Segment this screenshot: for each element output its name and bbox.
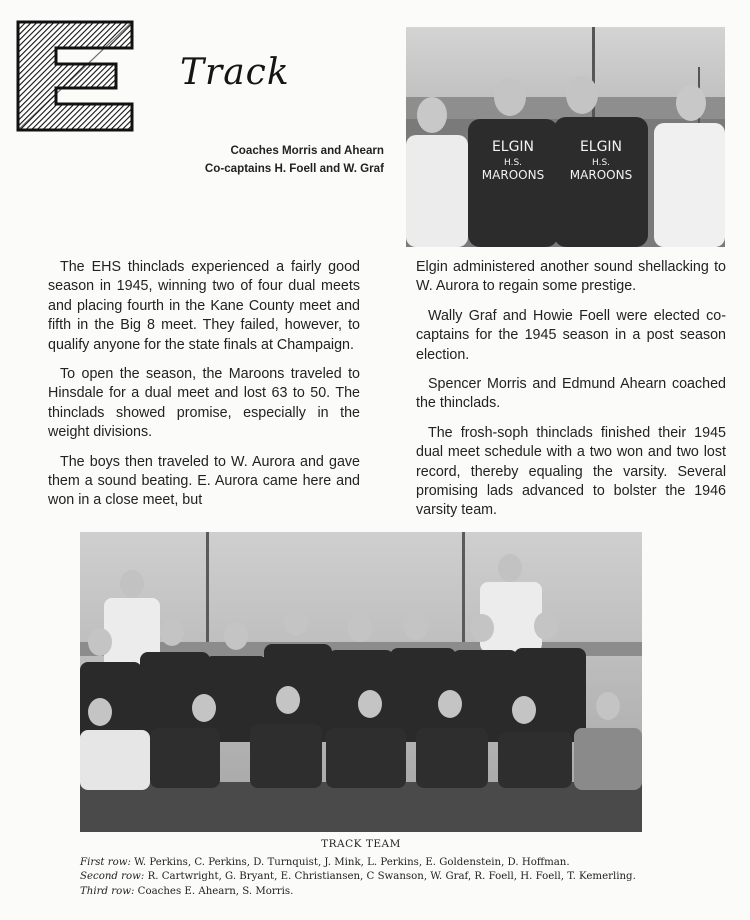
track-team-photo-art xyxy=(80,532,642,832)
article-paragraph: To open the season, the Maroons traveled to Hinsdale for a dual meet and lost 63 to 50. The thinclads showed promise, especially in the weight divisions. xyxy=(48,366,360,441)
roster-second-row-label: Second row: xyxy=(80,871,145,883)
roster-third-row: Coaches E. Ahearn, S. Morris. xyxy=(137,885,294,897)
decorative-initial-e xyxy=(16,20,134,132)
sweater-text-mid: H.S. xyxy=(503,158,523,168)
article-paragraph: Elgin administered another sound shellacking to W. Aurora to regain some prestige. xyxy=(416,259,726,295)
roster-first-row: W. Perkins, C. Perkins, D. Turnquist, J. Mink, L. Perkins, E. Goldenstein, D. Hoffman. xyxy=(134,857,570,868)
section-title: Track xyxy=(180,52,290,93)
coaches-line: Coaches Morris and Ahearn xyxy=(230,144,384,157)
article-right-column xyxy=(416,258,726,531)
article-paragraph: The boys then traveled to W. Aurora and gave them a sound beating. E. Aurora came here and won in a close meet, but xyxy=(48,453,360,509)
sweater-text-top: ELGIN xyxy=(491,139,535,155)
sweater-text-bottom-2: MAROONS xyxy=(569,168,633,182)
sweater-text-mid-2: H.S. xyxy=(591,158,611,168)
roster-first-row-label: First row: xyxy=(80,857,131,868)
team-photo-caption: TRACK TEAM xyxy=(321,838,401,850)
article-left-column xyxy=(48,258,360,521)
article-paragraph: The EHS thinclads experienced a fairly good season in 1945, winning two of four dual meets and placing fourth in the Kane County meet and fifth in the Big 8 meet. They failed, however, to qualify anyone for the state finals at Champaign. xyxy=(48,259,360,353)
sweater-text-top-2: ELGIN xyxy=(579,139,623,155)
captains-line: Co-captains H. Foell and W. Graf xyxy=(204,162,384,175)
track-team-photo xyxy=(80,532,642,832)
coaches-captains-photo xyxy=(406,27,725,247)
article-paragraph: The frosh-soph thinclads finished their 1945 dual meet schedule with a two won and two lost record, thereby equaling the varsity. Several promising lads advanced to bolster the 1946 varsity team. xyxy=(416,424,726,519)
article-paragraph: Spencer Morris and Edmund Ahearn coached the thinclads. xyxy=(416,376,726,412)
article-paragraph: Wally Graf and Howie Foell were elected co-captains for the 1945 season in a post season election. xyxy=(416,307,726,363)
coaches-block xyxy=(140,142,384,178)
sweater-text-bottom: MAROONS xyxy=(481,168,545,182)
coaches-captains-photo-art xyxy=(406,27,725,247)
roster-third-row-label: Third row: xyxy=(80,885,135,897)
roster-second-row: R. Cartwright, G. Bryant, E. Christiansen, C Swanson, W. Graf, R. Foell, H. Foell, T. Kemerling. xyxy=(147,871,636,883)
team-roster xyxy=(80,856,650,899)
